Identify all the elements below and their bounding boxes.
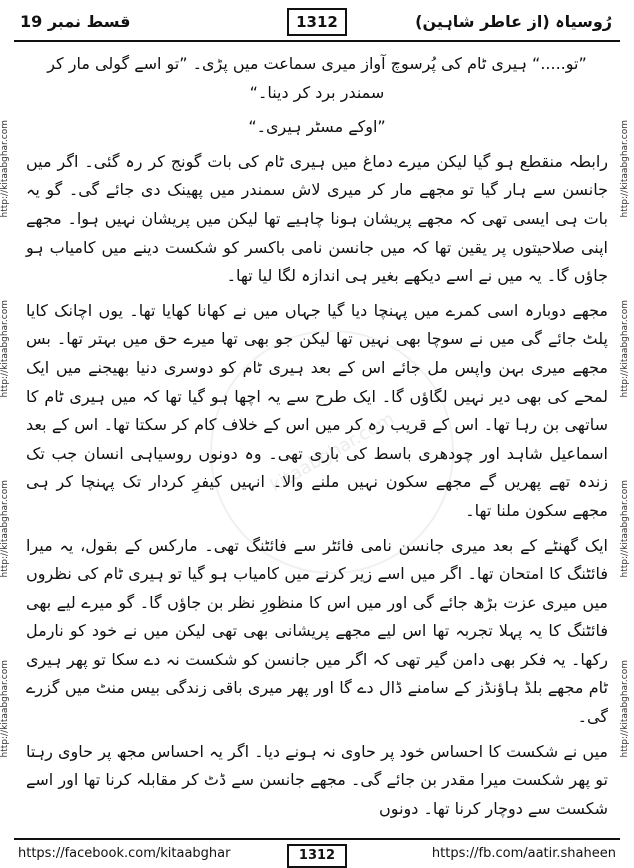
story-title: رُوسیاہ (از عاطر شاہین) [415,12,612,31]
side-url: http://kitaabghar.com [0,660,10,758]
side-url: http://kitaabghar.com [620,300,630,398]
paragraph: ایک گھنٹے کے بعد میری جانسن نامی فائٹر سے فائٹنگ تھی۔ مارکس کے بقول، یہ میرا فائٹنگ کا امتحان تھا۔ اگر میں اسے زیر کرنے میں کامیاب ہو گیا تو ہیری ٹام کی نظروں میں میری عزت بڑھ جائے گی اور میں اس کا منظورِ نظر بن جاؤں گا۔ گو میرے لیے بھی فائٹنگ کا یہ پہلا تجربہ تھا اس لیے مجھے پریشانی بھی تھی لیکن میں نے خود کو نارمل رکھا۔ یہ فکر بھی دامن گیر تھی کہ اگر میں جانسن کو شکست نہ دے سکا تو پھر ہیری ٹام مجھے بلڈ ہاؤنڈز کے سامنے ڈال دے گا اور پھر میری باقی زندگی بیس منٹ میں گزرے گی۔ [26,535,609,727]
paragraph: رابطہ منقطع ہو گیا لیکن میرے دماغ میں ہیری ٹام کی بات گونج کر رہ گئی۔ اگر میں جانسن سے ہار گیا تو مجھے مار کر میری لاش سمندر میں پھینک دی جائے گی۔ گو یہ بات ہی ایسی تھی کہ مجھے پریشان ہونا چاہیے تھا لیکن میں پریشان نہیں ہوا۔ مجھے اپنی صلاحیتوں پر یقین تھا کہ میں جانسن نامی باکسر کو شکست دینے میں کامیاب ہو جاؤں گا۔ یہ میں نے اسے دیکھے بغیر ہی اندازہ لگا لیا تھا۔ [26,151,608,286]
page-number-top: 1312 [287,8,347,36]
paragraph: ”تو.....“ ہیری ٹام کی پُرسوچ آواز میری سماعت میں پڑی۔ ”تو اسے گولی مار کر سمندر برد کر دینا۔“ [47,54,587,102]
episode-label: قسط نمبر 19 [20,12,131,31]
facebook-link[interactable]: https://facebook.com/kitaabghar [18,846,231,861]
side-watermark-left [0,120,14,820]
page-footer [14,842,620,866]
paragraph: ”اوکے مسٹر ہیری۔“ [248,117,386,137]
side-url: http://kitaabghar.com [0,300,10,398]
side-watermark-right [620,120,634,820]
side-url: http://kitaabghar.com [620,480,630,578]
side-url: http://kitaabghar.com [620,120,630,218]
paragraph: میں نے شکست کا احساس خود پر حاوی نہ ہونے دیا۔ اگر یہ احساس مجھ پر حاوی رہتا تو پھر شکست میرا مقدر بن جائے گی۔ مجھے جانسن سے ڈٹ کر مقابلہ کرنا تھا اور اسے شکست سے دوچار کرنا تھا۔ دونوں [26,741,608,818]
side-url: http://kitaabghar.com [0,480,10,578]
page-header [14,6,620,36]
footer-divider [14,838,620,840]
watermark-text: kitaabghar.com [266,407,398,497]
author-link[interactable]: https://fb.com/aatir.shaheen [431,846,616,861]
header-divider [14,40,620,42]
story-body [26,50,608,828]
page-number-bottom: 1312 [287,844,347,868]
side-url: http://kitaabghar.com [620,660,630,758]
paragraph: مجھے دوبارہ اسی کمرے میں پہنچا دیا گیا جہاں میں نے کھانا کھایا تھا۔ یوں اچانک کایا پلٹ جائے گی میں نے سوچا بھی نہیں تھا لیکن جو بھی تھا میرے حق میں بہتر تھا۔ بس مجھے میری بہن واپس مل جائے اس کے بعد ہیری ٹام کو دوسری دنیا بھیجنے میں ایک لمحے کی بھی دیر نہیں لگاؤں گا۔ ایک طرح سے یہ اچھا ہو گیا تھا کہ میں ہیری ٹام کا ساتھی بن رہا تھا۔ اس کے قریب رہ کر میں اس کے خلاف کام کر سکتا تھا۔ اس کے بعد اسماعیل شاہد اور چودھری باسط کی باری تھی۔ وہ دونوں روسیاہی انسان جب تک زندہ تھے پھریں گے مجھے سکون نہیں ملنے والا۔ انہیں کیفرِ کردار تک پہنچا کر ہی مجھے سکون ملنا تھا۔ [26,300,609,520]
side-url: http://kitaabghar.com [0,120,10,218]
